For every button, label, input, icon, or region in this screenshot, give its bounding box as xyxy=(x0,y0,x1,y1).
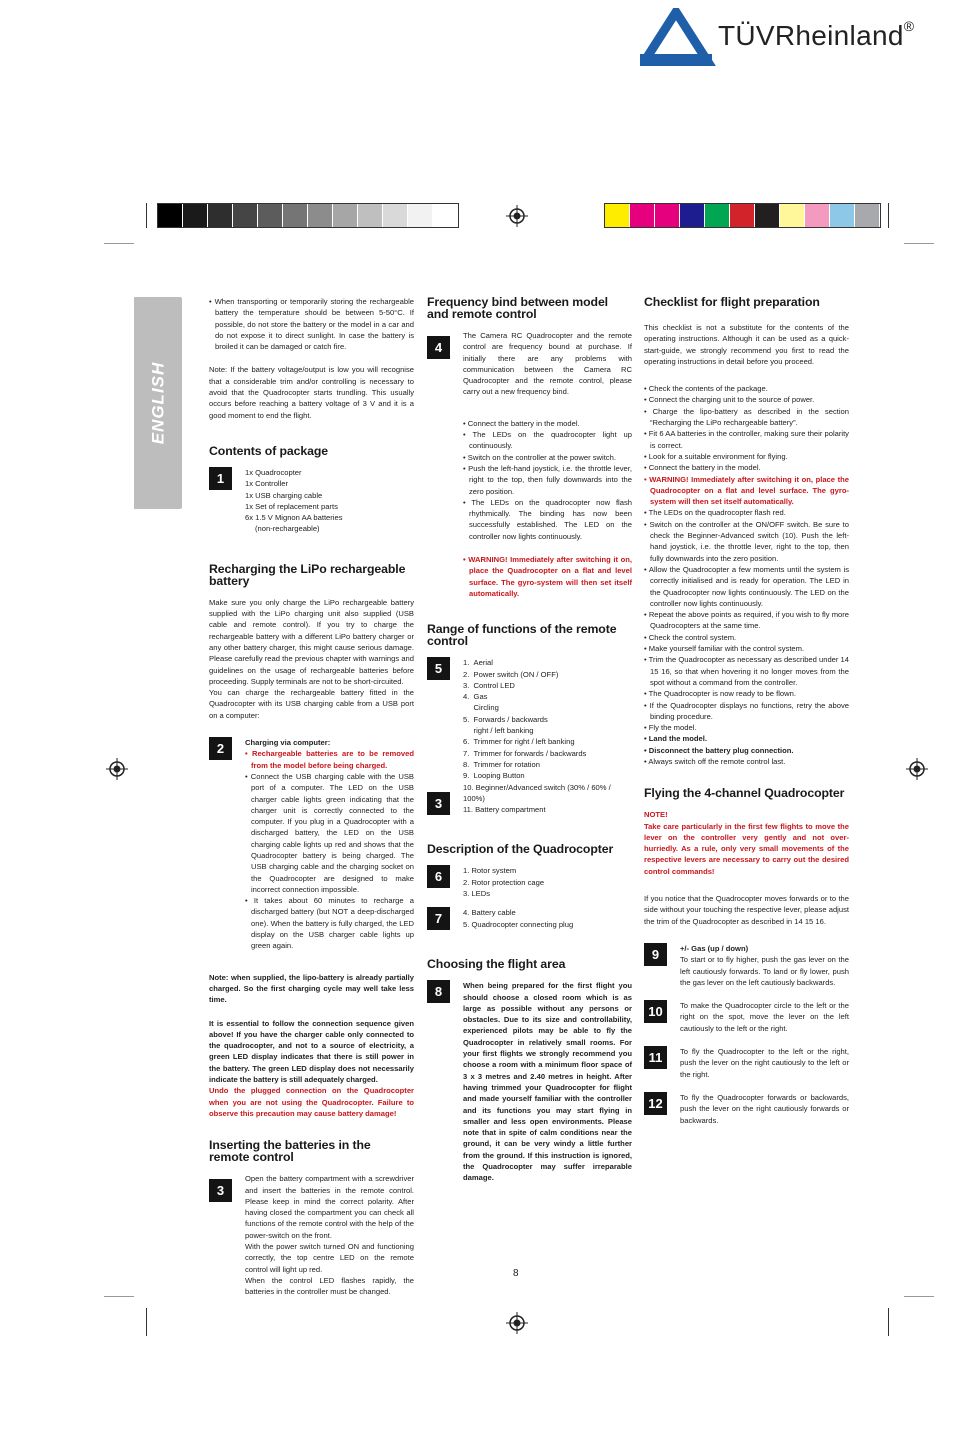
description-block-6 xyxy=(427,865,632,899)
column-1 xyxy=(209,296,414,1305)
column-3 xyxy=(644,296,849,1138)
range-item: 11. Battery compartment xyxy=(463,805,546,815)
checklist-item: • Repeat the above points as required, if you wish to fly more Quadrocopters at the same time. xyxy=(644,609,849,632)
checklist-item: • Disconnect the battery plug connection. xyxy=(644,745,849,756)
charging-block xyxy=(209,737,414,956)
description-item: 2. Rotor protection cage xyxy=(463,877,545,887)
recharge-paragraph: You can charge the rechargeable battery fitted in the Quadrocopter with its USB charging cable from a USB port on a computer: xyxy=(209,688,414,720)
color-swatch xyxy=(855,204,880,227)
checklist-item: • Land the model. xyxy=(644,733,849,744)
color-swatch xyxy=(408,204,433,227)
note-charged: Note: when supplied, the lipo-battery is already partially charged. So the first charging cycle may well take less time. xyxy=(209,972,414,1005)
cmyk-color-bar xyxy=(604,203,881,228)
frequency-step: • The LEDs on the quadrocopter light up continuously. xyxy=(463,429,632,452)
range-item: 3. Control LED xyxy=(463,680,515,690)
area-block xyxy=(427,980,632,1187)
frequency-step: • The LEDs on the quadrocopter now flash rhythmically. The binding has now been successfully established. The LED on the controller now lights continuously. xyxy=(463,497,632,542)
color-swatch xyxy=(755,204,780,227)
section-title-checklist: Checklist for flight preparation xyxy=(644,295,820,309)
insert-paragraph: When the control LED flashes rapidly, the batteries in the controller must be changed. xyxy=(245,1275,414,1297)
range-item: 9. Looping Button xyxy=(463,771,525,781)
gas-text: To start or to fly higher, push the gas lever on the left cautiously forwards. To land or fly lower, push the gas lever on the left cautiously backwards. xyxy=(680,955,849,987)
side-flight-text: To fly the Quadrocopter to the left or the right, push the lever on the right cautiously to the left or the right. xyxy=(680,1047,849,1079)
section-title-range: Range of functions of the remote control xyxy=(427,622,617,649)
color-swatch xyxy=(705,204,730,227)
checklist-item: • Trim the Quadrocopter as necessary as described under 14 15 16, so that when hovering it no longer moves from the spot without a command from the controller. xyxy=(644,654,849,688)
crop-mark xyxy=(904,1296,934,1297)
checklist-item: • If the Quadrocopter displays no functions, retry the above binding procedure. xyxy=(644,700,849,723)
flying-block-11 xyxy=(644,1046,849,1084)
registration-mark-icon xyxy=(906,758,928,780)
color-swatch xyxy=(308,204,333,227)
checklist-item: • The LEDs on the quadrocopter flash red. xyxy=(644,507,849,518)
checklist-item: • Look for a suitable environment for flying. xyxy=(644,451,849,462)
color-swatch xyxy=(630,204,655,227)
checklist-item: • Fly the model. xyxy=(644,722,849,733)
checklist-item: • Connect the charging unit to the source of power. xyxy=(644,394,849,405)
crop-mark xyxy=(104,243,134,244)
checklist-warning: • WARNING! Immediately after switching it on, place the Quadrocopter on a flat and level surface. The gyro-system will then set itself automatically. xyxy=(644,474,849,508)
charging-heading: Charging via computer: xyxy=(245,738,331,748)
range-item: Circling xyxy=(463,703,499,713)
frequency-step: • Switch on the controller at the power switch. xyxy=(463,452,632,463)
storage-bullet: • When transporting or temporarily storing the rechargeable battery the temperature should be between 5-50°C. If possible, do not store the battery or the model in a car and do not expose it to direct sunlight. In case the battery is broiled it can be damaged or catch fire. xyxy=(209,296,414,352)
grey-color-bar xyxy=(157,203,459,228)
page-number: 8 xyxy=(513,1268,519,1279)
section-title-description: Description of the Quadrocopter xyxy=(427,842,614,857)
color-swatch xyxy=(183,204,208,227)
range-item: 4. Gas xyxy=(463,692,488,702)
figure-number: 3 xyxy=(427,792,450,815)
checklist-item: • Switch on the controller at the ON/OFF switch. Be sure to check the Beginner-Advanced switch (10). Push the left-hand joystick, i.e. the throttle lever, right to the top, then fully downwards into the zero position. xyxy=(644,519,849,564)
note-low-voltage: Note: If the battery voltage/output is low you will recognise that a considerable trim and/or controlling is necessary to avoid that the Quadrocopter starts trundling. This usually occurs before reaching a battery voltage of 3 V and it is a good moment to end the flight. xyxy=(209,365,414,420)
figure-number: 5 xyxy=(427,657,450,680)
flying-block-12 xyxy=(644,1092,849,1130)
section-title-frequency: Frequency bind between model and remote control xyxy=(427,295,608,321)
checklist-item: • Always switch off the remote control last. xyxy=(644,756,849,767)
crop-mark xyxy=(146,203,147,228)
figure-number: 11 xyxy=(644,1046,667,1069)
forward-flight-text: To fly the Quadrocopter forwards or backwards, push the lever on the right cautiously forwards or backwards. xyxy=(680,1092,849,1125)
range-item: 10. Beginner/Advanced switch (30% / 60% / 100%) xyxy=(463,782,611,803)
frequency-step: • Push the left-hand joystick, i.e. the throttle lever, right to the top, then fully downwards into the zero position. xyxy=(463,463,632,497)
flying-note-label: NOTE! xyxy=(644,810,668,820)
figure-number: 6 xyxy=(427,865,450,888)
frequency-step: • Connect the battery in the model. xyxy=(463,418,632,429)
color-swatch xyxy=(680,204,705,227)
figure-number: 7 xyxy=(427,907,450,930)
section-title-flying: Flying the 4-channel Quadrocopter xyxy=(644,786,845,801)
contents-item: 1x USB charging cable xyxy=(245,490,323,500)
description-item: 4. Battery cable xyxy=(463,908,516,918)
figure-number: 9 xyxy=(644,943,667,966)
color-swatch xyxy=(383,204,408,227)
charging-bullet: • It takes about 60 minutes to recharge a discharged battery (but NOT a deep-discharged one). When the battery is fully charged, the LED display on the USB charger cable lights up green again. xyxy=(245,895,414,951)
brand-name: TÜVRheinland® xyxy=(718,18,915,51)
section-title-area: Choosing the flight area xyxy=(427,957,566,972)
color-swatch xyxy=(605,204,630,227)
language-tab-label: ENGLISH xyxy=(148,361,167,445)
contents-item: 6x 1.5 V Mignon AA batteries xyxy=(245,513,343,523)
checklist-item: • Fit 6 AA batteries in the controller, making sure their polarity is correct. xyxy=(644,428,849,451)
range-item: 8. Trimmer for rotation xyxy=(463,759,540,769)
description-item: 1. Rotor system xyxy=(463,866,517,876)
insert-paragraph: Open the battery compartment with a screwdriver and insert the batteries in the remote control. Please keep in mind the correct polarity. After having closed the compartment you can check all functions of the remote control with the help of the power-switch on the front. xyxy=(245,1174,414,1240)
checklist-item: • Make yourself familiar with the control system. xyxy=(644,643,849,654)
frequency-block xyxy=(427,330,632,402)
range-item: 1. Aerial xyxy=(463,658,493,668)
range-item: 6. Trimmer for right / left banking xyxy=(463,737,575,747)
description-block-7 xyxy=(427,907,632,930)
figure-number: 1 xyxy=(209,467,232,490)
registration-mark-icon xyxy=(506,1312,528,1334)
range-item: 7. Trimmer for forwards / backwards xyxy=(463,748,587,758)
crop-mark xyxy=(146,1308,147,1336)
essential-sequence: It is essential to follow the connection sequence given above! If you have the charger cable only connected to the quadrocopter, and not to a source of electricity, a green LED display indicates that there is still power in the battery. The green LED display does not necessarily indicate the battery is still adequately charged. xyxy=(209,1018,414,1085)
checklist-item: • Allow the Quadrocopter a few moments until the system is correctly initialised and is ready for operation. The LED in the Quadrocopter now lights continuously. The LED on the controller now lights continuously. xyxy=(644,564,849,609)
description-item: 5. Quadrocopter connecting plug xyxy=(463,919,574,929)
figure-number: 3 xyxy=(209,1179,232,1202)
checklist-intro: This checklist is not a substitute for the contents of the operating instructions. Although it can be used as a quick-start-guide, we strongly recommend you first to read the operating instructions in detail before you proceed. xyxy=(644,323,849,366)
area-paragraph: When being prepared for the first flight you should choose a closed room which is as large as possible without any persons or obstacles. Due to its size and controllability, experienced pilots may be able to fly the Quadrocopter in relatively small rooms. For your first flights we strongly recommend you choose a room with a minimum floor space of 3 x 3 metres and 2.40 metres in height. After having trimmed your Quadrocopter for flight and made yourself familiar with the controller and its functions you may start flying in smaller and less open environments. Please note that in spite of calm conditions near the ground, it can be very windy a little further from the ground. If this instruction is ignored, the Quadrocopter may suffer irreparable damage. xyxy=(463,981,632,1183)
color-swatch xyxy=(258,204,283,227)
crop-mark xyxy=(904,243,934,244)
flying-note: Take care particularly in the first few flights to move the lever on the controller very gently and not over-hurriedly. As a rule, only very small movements of the respective levers are necessary to carry out the desired control commands! xyxy=(644,821,849,876)
range-item: right / left banking xyxy=(463,726,534,736)
figure-number: 12 xyxy=(644,1092,667,1115)
section-title-recharge: Recharging the LiPo rechargeable battery xyxy=(209,561,406,588)
contents-item: 1x Quadrocopter xyxy=(245,467,302,477)
color-swatch xyxy=(208,204,233,227)
frequency-paragraph: The Camera RC Quadrocopter and the remote control are frequency bound at purchase. If initially there are any problems with communication between the Camera RC Quadrocopter and the remote control, please carry out a new frequency bind. xyxy=(463,331,632,397)
flying-trim-paragraph: If you notice that the Quadrocopter moves forwards or to the side without your touching the respective lever, please adjust the trim of the Quadrocopter as described in 14 15 16. xyxy=(644,894,849,926)
column-2 xyxy=(427,296,632,1196)
frequency-warning: • WARNING! Immediately after switching it on, place the Quadrocopter on a flat and level surface. The gyro-system will then set itself automatically. xyxy=(463,554,632,599)
description-item: 3. LEDs xyxy=(463,888,491,898)
color-swatch xyxy=(158,204,183,227)
registration-mark-icon xyxy=(106,758,128,780)
figure-number: 4 xyxy=(427,336,450,359)
checklist-item: • Connect the battery in the model. xyxy=(644,462,849,473)
range-item: 5. Forwards / backwards xyxy=(463,714,548,724)
contents-item: 1x Set of replacement parts xyxy=(245,501,338,511)
contents-item: 1x Controller xyxy=(245,479,289,489)
color-swatch xyxy=(358,204,383,227)
checklist-item: • Check the contents of the package. xyxy=(644,383,849,394)
checklist-item: • Check the control system. xyxy=(644,632,849,643)
color-swatch xyxy=(830,204,855,227)
color-swatch xyxy=(433,204,458,227)
figure-number: 10 xyxy=(644,1000,667,1023)
registration-mark-icon xyxy=(506,205,528,227)
range-block xyxy=(427,657,632,815)
checklist-item: • Charge the lipo-battery as described in the section “Recharging the LiPo rechargeable battery”. xyxy=(644,406,849,429)
insert-block xyxy=(209,1173,414,1297)
flying-block-9 xyxy=(644,943,849,992)
charging-bullet: • Connect the USB charging cable with the USB port of a computer. The LED on the USB charger cable lights green indicating that the charger unit is correctly connected to the computer. If you plug in a Quadrocopter with a discharged battery, the LED on the USB charging cable lights up red and shows that the Quadrocopter battery is being charged. The USB charging cable and the charging socket on the Quadrocopter are designed to make incorrect connection impossible. xyxy=(245,771,414,895)
range-item: 2. Power switch (ON / OFF) xyxy=(463,669,559,679)
contents-item: (non-rechargeable) xyxy=(255,524,320,534)
color-swatch xyxy=(805,204,830,227)
section-title-insert: Inserting the batteries in the remote control xyxy=(209,1138,371,1165)
charging-warning: • Rechargeable batteries are to be removed from the model before being charged. xyxy=(245,748,414,771)
contents-block xyxy=(209,467,414,535)
color-swatch xyxy=(780,204,805,227)
gas-heading: +/- Gas (up / down) xyxy=(680,943,749,953)
crop-mark xyxy=(888,1308,889,1336)
recharge-paragraph: Make sure you only charge the LiPo rechargeable battery supplied with the LiPo charging unit also supplied (USB cable and remote control). If you try to charge the rechargeable battery with a different LiPo battery charger or any other battery charger, this might cause serious damage. Please carefully read the previous chapter with warnings and guidelines on the usage of rechargeable batteries before proceeding. Supply terminals are not to be short-circuited. xyxy=(209,597,414,686)
flying-block-10 xyxy=(644,1000,849,1038)
color-swatch xyxy=(283,204,308,227)
color-swatch xyxy=(333,204,358,227)
figure-number: 2 xyxy=(209,737,232,760)
figure-number: 8 xyxy=(427,980,450,1003)
color-swatch xyxy=(730,204,755,227)
crop-mark xyxy=(888,203,889,228)
color-swatch xyxy=(655,204,680,227)
section-title-contents: Contents of package xyxy=(209,443,329,458)
checklist-item: • The Quadrocopter is now ready to be flown. xyxy=(644,688,849,699)
circle-text: To make the Quadrocopter circle to the left or the right on the spot, move the lever on the left cautiously to the left or the right. xyxy=(680,1001,849,1033)
crop-mark xyxy=(104,1296,134,1297)
insert-paragraph: With the power switch turned ON and functioning correctly, the top centre LED on the remote control will light up red. xyxy=(245,1242,414,1274)
essential-warning: Undo the plugged connection on the Quadrocopter when you are not using the Quadrocopter. Failure to observe this precaution may cause battery damage! xyxy=(209,1086,414,1118)
color-swatch xyxy=(233,204,258,227)
